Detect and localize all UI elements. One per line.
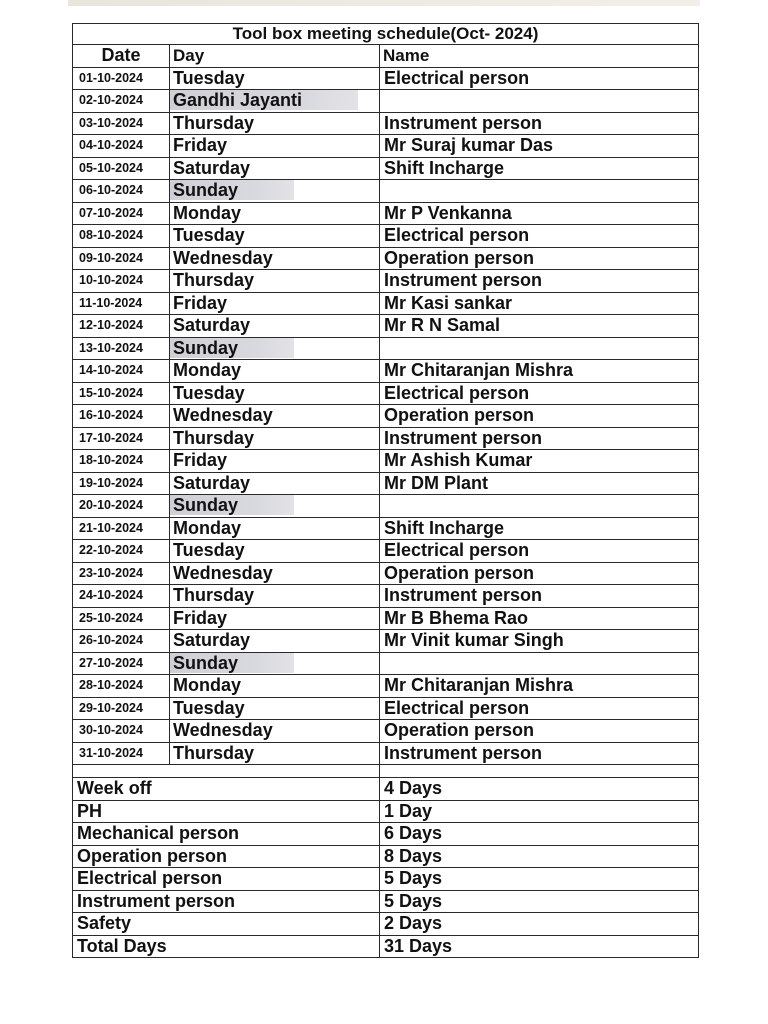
document-title: Tool box meeting schedule(Oct- 2024) [73, 24, 699, 45]
day-label: Friday [173, 292, 228, 313]
title-row [73, 24, 699, 45]
name-cell [380, 337, 699, 360]
day-label: Tuesday [173, 67, 245, 88]
date-cell: 14-10-2024 [73, 360, 170, 383]
schedule-row [73, 562, 699, 585]
name-cell: Operation person [380, 720, 699, 743]
summary-value: 5 Days [380, 890, 699, 913]
day-cell [170, 157, 380, 180]
schedule-row [73, 360, 699, 383]
day-cell [170, 540, 380, 563]
day-label: Tuesday [173, 540, 245, 561]
schedule-table [72, 23, 699, 958]
summary-body [73, 778, 699, 958]
paper-edge [68, 0, 700, 6]
day-cell [170, 630, 380, 653]
schedule-sheet [72, 23, 698, 958]
day-label: Wednesday [173, 562, 273, 583]
name-cell [380, 180, 699, 203]
day-cell [170, 562, 380, 585]
schedule-row [73, 135, 699, 158]
holiday-day-cell [170, 180, 380, 203]
date-cell: 05-10-2024 [73, 157, 170, 180]
column-header-day: Day [170, 45, 380, 68]
name-cell: Operation person [380, 405, 699, 428]
day-label: Wednesday [173, 720, 273, 741]
date-cell: 11-10-2024 [73, 292, 170, 315]
day-label: Saturday [173, 315, 251, 336]
date-cell: 22-10-2024 [73, 540, 170, 563]
name-cell: Instrument person [380, 112, 699, 135]
day-cell [170, 270, 380, 293]
schedule-row [73, 742, 699, 765]
summary-row [73, 800, 699, 823]
name-cell: Mr B Bhema Rao [380, 607, 699, 630]
date-cell: 29-10-2024 [73, 697, 170, 720]
name-cell: Instrument person [380, 585, 699, 608]
day-cell [170, 405, 380, 428]
schedule-row [73, 675, 699, 698]
name-cell: Mr Kasi sankar [380, 292, 699, 315]
summary-row [73, 868, 699, 891]
summary-value: 6 Days [380, 823, 699, 846]
header-row [73, 45, 699, 68]
name-cell: Instrument person [380, 427, 699, 450]
summary-row [73, 935, 699, 958]
name-cell [380, 90, 699, 113]
schedule-body [73, 67, 699, 765]
summary-row [73, 778, 699, 801]
day-cell [170, 202, 380, 225]
schedule-row [73, 180, 699, 203]
date-cell: 21-10-2024 [73, 517, 170, 540]
summary-label: Electrical person [73, 868, 380, 891]
date-cell: 07-10-2024 [73, 202, 170, 225]
schedule-row [73, 292, 699, 315]
schedule-row [73, 337, 699, 360]
day-label: Tuesday [173, 697, 245, 718]
day-label: Friday [173, 135, 228, 156]
day-cell [170, 382, 380, 405]
summary-label: Operation person [73, 845, 380, 868]
name-cell: Mr Ashish Kumar [380, 450, 699, 473]
date-cell: 30-10-2024 [73, 720, 170, 743]
day-label: Monday [173, 517, 242, 538]
day-label: Tuesday [173, 382, 245, 403]
day-cell [170, 292, 380, 315]
schedule-row [73, 540, 699, 563]
name-cell: Electrical person [380, 697, 699, 720]
day-cell [170, 585, 380, 608]
date-cell: 20-10-2024 [73, 495, 170, 518]
day-label: Monday [173, 360, 242, 381]
summary-value: 4 Days [380, 778, 699, 801]
summary-row [73, 890, 699, 913]
day-cell [170, 607, 380, 630]
date-cell: 12-10-2024 [73, 315, 170, 338]
day-label: Sunday [170, 338, 294, 358]
date-cell: 27-10-2024 [73, 652, 170, 675]
holiday-day-cell [170, 337, 380, 360]
day-cell [170, 225, 380, 248]
summary-row [73, 845, 699, 868]
day-label: Saturday [173, 630, 251, 651]
name-cell [380, 652, 699, 675]
date-cell: 19-10-2024 [73, 472, 170, 495]
schedule-row [73, 450, 699, 473]
date-cell: 24-10-2024 [73, 585, 170, 608]
day-label: Thursday [173, 270, 255, 291]
date-cell: 28-10-2024 [73, 675, 170, 698]
date-cell: 31-10-2024 [73, 742, 170, 765]
name-cell: Operation person [380, 247, 699, 270]
schedule-row [73, 495, 699, 518]
summary-row [73, 823, 699, 846]
schedule-row [73, 247, 699, 270]
date-cell: 08-10-2024 [73, 225, 170, 248]
day-label: Sunday [170, 180, 294, 200]
schedule-row [73, 517, 699, 540]
day-label: Monday [173, 202, 242, 223]
schedule-row [73, 112, 699, 135]
spacer-cell-left [73, 765, 380, 778]
day-label: Saturday [173, 472, 251, 493]
date-cell: 23-10-2024 [73, 562, 170, 585]
summary-label: Mechanical person [73, 823, 380, 846]
date-cell: 25-10-2024 [73, 607, 170, 630]
name-cell: Instrument person [380, 742, 699, 765]
name-cell [380, 495, 699, 518]
column-header-date: Date [73, 45, 170, 68]
day-label: Gandhi Jayanti [170, 90, 358, 110]
day-cell [170, 112, 380, 135]
day-label: Friday [173, 450, 228, 471]
name-cell: Mr R N Samal [380, 315, 699, 338]
day-label: Thursday [173, 742, 255, 763]
day-label: Sunday [170, 653, 294, 673]
summary-label: Safety [73, 913, 380, 936]
date-cell: 02-10-2024 [73, 90, 170, 113]
schedule-row [73, 472, 699, 495]
spacer-row [73, 765, 699, 778]
name-cell: Electrical person [380, 382, 699, 405]
summary-label: Total Days [73, 935, 380, 958]
day-cell [170, 315, 380, 338]
date-cell: 13-10-2024 [73, 337, 170, 360]
date-cell: 09-10-2024 [73, 247, 170, 270]
spacer-cell-right [380, 765, 699, 778]
summary-label: Instrument person [73, 890, 380, 913]
schedule-row [73, 157, 699, 180]
schedule-row [73, 270, 699, 293]
name-cell: Shift Incharge [380, 157, 699, 180]
schedule-row [73, 585, 699, 608]
summary-value: 31 Days [380, 935, 699, 958]
date-cell: 16-10-2024 [73, 405, 170, 428]
date-cell: 04-10-2024 [73, 135, 170, 158]
holiday-day-cell [170, 495, 380, 518]
name-cell: Mr P Venkanna [380, 202, 699, 225]
name-cell: Mr Chitaranjan Mishra [380, 675, 699, 698]
day-cell [170, 360, 380, 383]
day-label: Wednesday [173, 247, 273, 268]
name-cell: Mr Vinit kumar Singh [380, 630, 699, 653]
name-cell: Electrical person [380, 225, 699, 248]
summary-row [73, 913, 699, 936]
day-label: Sunday [170, 495, 294, 515]
day-cell [170, 67, 380, 90]
name-cell: Mr Chitaranjan Mishra [380, 360, 699, 383]
schedule-row [73, 382, 699, 405]
name-cell: Electrical person [380, 67, 699, 90]
schedule-row [73, 405, 699, 428]
day-cell [170, 427, 380, 450]
date-cell: 15-10-2024 [73, 382, 170, 405]
day-cell [170, 247, 380, 270]
summary-value: 2 Days [380, 913, 699, 936]
summary-label: Week off [73, 778, 380, 801]
name-cell: Shift Incharge [380, 517, 699, 540]
spacer-body [73, 765, 699, 778]
summary-label: PH [73, 800, 380, 823]
day-label: Friday [173, 607, 228, 628]
date-cell: 06-10-2024 [73, 180, 170, 203]
schedule-row [73, 697, 699, 720]
schedule-row [73, 202, 699, 225]
schedule-row [73, 652, 699, 675]
day-label: Wednesday [173, 405, 273, 426]
schedule-row [73, 427, 699, 450]
schedule-row [73, 315, 699, 338]
day-label: Saturday [173, 157, 251, 178]
summary-value: 5 Days [380, 868, 699, 891]
day-cell [170, 675, 380, 698]
date-cell: 01-10-2024 [73, 67, 170, 90]
name-cell: Mr Suraj kumar Das [380, 135, 699, 158]
day-label: Monday [173, 675, 242, 696]
date-cell: 10-10-2024 [73, 270, 170, 293]
name-cell: Instrument person [380, 270, 699, 293]
day-cell [170, 742, 380, 765]
day-cell [170, 472, 380, 495]
holiday-day-cell [170, 652, 380, 675]
name-cell: Operation person [380, 562, 699, 585]
schedule-row [73, 67, 699, 90]
date-cell: 18-10-2024 [73, 450, 170, 473]
summary-value: 8 Days [380, 845, 699, 868]
summary-value: 1 Day [380, 800, 699, 823]
day-cell [170, 697, 380, 720]
date-cell: 26-10-2024 [73, 630, 170, 653]
date-cell: 17-10-2024 [73, 427, 170, 450]
day-label: Thursday [173, 585, 255, 606]
date-cell: 03-10-2024 [73, 112, 170, 135]
name-cell: Electrical person [380, 540, 699, 563]
day-cell [170, 517, 380, 540]
day-label: Thursday [173, 427, 255, 448]
schedule-row [73, 720, 699, 743]
name-cell: Mr DM Plant [380, 472, 699, 495]
day-label: Tuesday [173, 225, 245, 246]
holiday-day-cell [170, 90, 380, 113]
column-header-name: Name [380, 45, 699, 68]
schedule-row [73, 90, 699, 113]
schedule-row [73, 225, 699, 248]
schedule-row [73, 630, 699, 653]
day-label: Thursday [173, 112, 255, 133]
day-cell [170, 720, 380, 743]
day-cell [170, 135, 380, 158]
day-cell [170, 450, 380, 473]
schedule-row [73, 607, 699, 630]
